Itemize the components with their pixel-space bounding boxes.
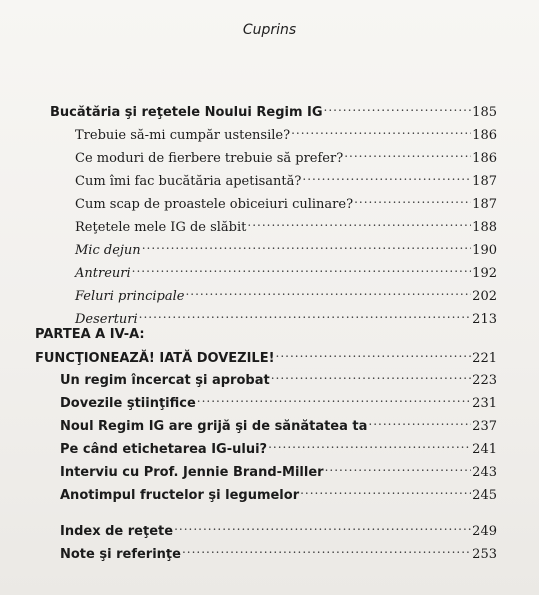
toc-entry[interactable] — [60, 393, 497, 411]
toc-page-number: 253 — [472, 546, 497, 562]
toc-entry-title: Anotimpul fructelor şi legumelor — [60, 487, 300, 503]
toc-entry[interactable] — [60, 462, 497, 480]
toc-heading-proof[interactable] — [35, 348, 497, 366]
toc-heading-title: Bucătăria şi reţetele Noului Regim IG — [50, 104, 323, 120]
toc-entry-title: Interviu cu Prof. Jennie Brand-Miller — [60, 464, 324, 480]
toc-entry[interactable] — [75, 125, 497, 143]
toc-page-number: 192 — [472, 265, 497, 281]
toc-page-number: 186 — [472, 150, 497, 166]
toc-entry-title: Trebuie să-mi cumpăr ustensile? — [75, 127, 291, 143]
toc-entry-recipe-category[interactable] — [75, 240, 497, 258]
toc-page-number: 186 — [472, 127, 497, 143]
toc-page-number: 241 — [472, 441, 497, 457]
toc-entry[interactable] — [60, 485, 497, 503]
toc-page-number: 187 — [472, 196, 497, 212]
toc-leader-dots — [302, 171, 471, 185]
toc-leader-dots — [142, 240, 471, 254]
toc-page-number: 187 — [472, 173, 497, 189]
toc-entry[interactable] — [75, 194, 497, 212]
toc-entry[interactable] — [75, 171, 497, 189]
toc-entry-index[interactable] — [60, 521, 497, 539]
toc-entry[interactable] — [75, 217, 497, 235]
toc-leader-dots — [271, 370, 471, 384]
toc-page-number: 249 — [472, 523, 497, 539]
toc-leader-dots — [324, 102, 472, 116]
toc-entry[interactable] — [60, 416, 497, 434]
toc-leader-dots — [132, 263, 472, 277]
toc-leader-dots — [247, 217, 471, 231]
toc-entry-title: Pe când etichetarea IG-ului? — [60, 441, 268, 457]
toc-page-number: 202 — [472, 288, 497, 304]
toc-entry-title: Index de reţete — [60, 523, 174, 539]
toc-page-number: 237 — [472, 418, 497, 434]
toc-leader-dots — [139, 309, 472, 323]
toc-entry-recipe-category[interactable] — [75, 286, 497, 304]
toc-page-number: 213 — [472, 311, 497, 327]
toc-page-number: 243 — [472, 464, 497, 480]
toc-entry-title: Reţetele mele IG de slăbit — [75, 219, 247, 235]
toc-entry-title: Deserturi — [75, 311, 138, 327]
toc-entry-title: Antreuri — [75, 265, 131, 281]
toc-entry-title: Mic dejun — [75, 242, 141, 258]
toc-leader-dots — [276, 348, 472, 362]
toc-entry-title: Dovezile ştiinţifice — [60, 395, 196, 411]
toc-leader-dots — [268, 439, 471, 453]
toc-leader-dots — [325, 462, 472, 476]
toc-leader-dots — [368, 416, 471, 430]
toc-page-number: 190 — [472, 242, 497, 258]
toc-leader-dots — [174, 521, 471, 535]
toc-entry-recipe-category[interactable] — [75, 309, 497, 327]
toc-entry[interactable] — [60, 370, 497, 388]
toc-entry-title: Un regim încercat şi aprobat — [60, 372, 270, 388]
toc-page-number: 188 — [472, 219, 497, 235]
toc-entry-title: Feluri principale — [75, 288, 185, 304]
toc-entry-title: Noul Regim IG are grijă şi de sănătatea ta — [60, 418, 368, 434]
part-label: PARTEA A IV-A: — [35, 327, 145, 342]
toc-entry-title: Ce moduri de fierbere trebuie să prefer? — [75, 150, 344, 166]
toc-page-number: 245 — [472, 487, 497, 503]
toc-leader-dots — [354, 194, 471, 208]
toc-page-number: 223 — [472, 372, 497, 388]
toc-leader-dots — [344, 148, 471, 162]
toc-entry[interactable] — [75, 148, 497, 166]
toc-entry-title: Cum îmi fac bucătăria apetisantă? — [75, 173, 302, 189]
toc-page-number: 231 — [472, 395, 497, 411]
toc-entry-title: Cum scap de proastele obiceiuri culinare? — [75, 196, 354, 212]
toc-leader-dots — [291, 125, 471, 139]
toc-leader-dots — [185, 286, 471, 300]
toc-entry-recipe-category[interactable] — [75, 263, 497, 281]
running-head: Cuprins — [242, 22, 297, 38]
toc-entry[interactable] — [60, 439, 497, 457]
toc-heading-kitchen[interactable] — [50, 102, 497, 120]
toc-leader-dots — [182, 544, 471, 558]
toc-entry-title: Note şi referinţe — [60, 546, 181, 562]
toc-heading-title: FUNCŢIONEAZĂ! IATĂ DOVEZILE! — [35, 350, 275, 366]
toc-page-number: 221 — [472, 350, 497, 366]
toc-leader-dots — [300, 485, 471, 499]
toc-page-number: 185 — [472, 104, 497, 120]
toc-leader-dots — [197, 393, 471, 407]
toc-entry-notes[interactable] — [60, 544, 497, 562]
